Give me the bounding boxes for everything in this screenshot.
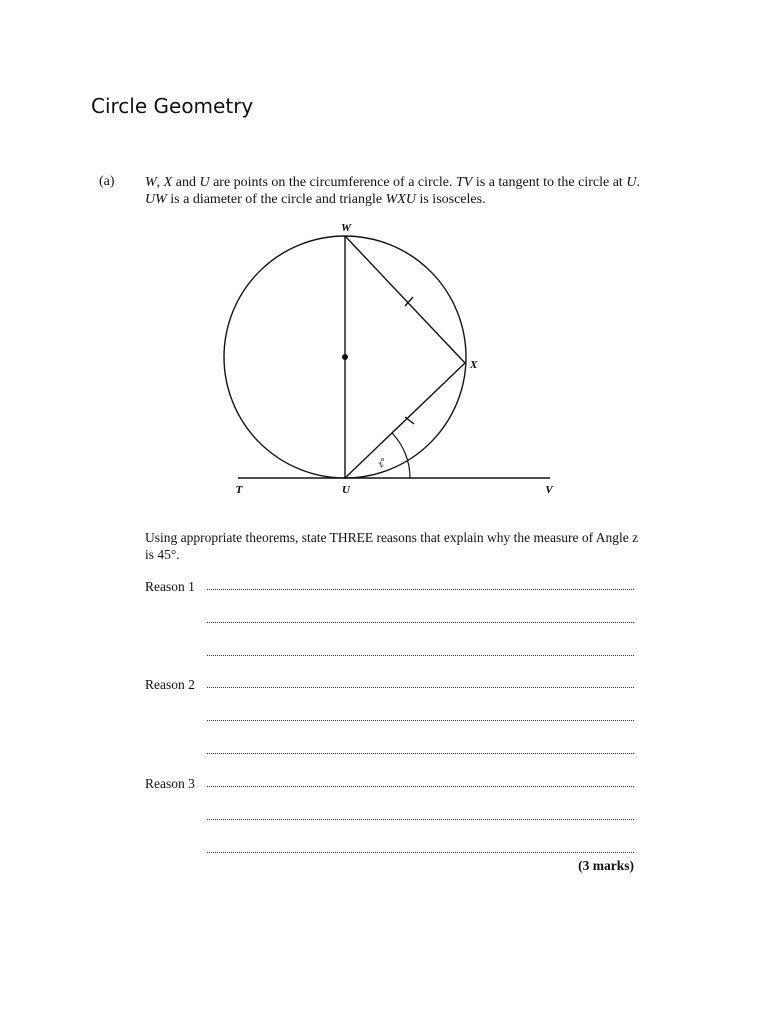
label-angle-z: z°: [375, 456, 389, 470]
answer-line-reason-1-b[interactable]: [207, 622, 634, 623]
chord-wx: [345, 236, 465, 363]
tick-mark-ux: [405, 417, 414, 424]
intro-text: are points on the circumference of a circle.: [209, 175, 457, 190]
label-v: V: [545, 484, 553, 496]
circle-centre: [342, 354, 348, 360]
answer-line-reason-1-a[interactable]: [207, 589, 634, 590]
intro-text: ,: [156, 175, 164, 190]
reason-2-label: Reason 2: [145, 677, 195, 692]
question-prompt: Using appropriate theorems, state THREE reasons that explain why the measure of Angle z is 45°.: [145, 530, 639, 562]
var-wxu: WXU: [385, 192, 416, 207]
intro-text: is a tangent to the circle at: [472, 175, 627, 190]
intro-text: .: [636, 175, 640, 190]
answer-line-reason-3-b[interactable]: [207, 819, 634, 820]
var-uw: UW: [145, 192, 167, 207]
reason-1-label: Reason 1: [145, 579, 195, 594]
marks-label: (3 marks): [578, 858, 634, 873]
answer-line-reason-3-a[interactable]: [207, 786, 634, 787]
var-w: W: [145, 175, 157, 190]
var-tv: TV: [456, 175, 473, 190]
intro-text: is a diameter of the circle and triangle: [166, 192, 386, 207]
label-x: X: [470, 359, 478, 371]
answer-line-reason-3-c[interactable]: [207, 852, 634, 853]
var-x: X: [163, 175, 173, 190]
intro-text: is isosceles.: [415, 192, 486, 207]
label-w: W: [341, 222, 351, 234]
label-t: T: [235, 484, 243, 496]
answer-line-reason-1-c[interactable]: [207, 655, 634, 656]
chord-ux: [345, 363, 465, 478]
reason-3-label: Reason 3: [145, 776, 195, 791]
answer-line-reason-2-a[interactable]: [207, 687, 634, 688]
angle-z-arc: [392, 433, 410, 478]
var-u: U: [199, 175, 210, 190]
question-part-label: (a): [99, 174, 115, 189]
answer-line-reason-2-b[interactable]: [207, 720, 634, 721]
page-title: Circle Geometry: [91, 94, 254, 118]
answer-line-reason-2-c[interactable]: [207, 753, 634, 754]
var-u: U: [626, 175, 637, 190]
label-u: U: [342, 484, 350, 496]
intro-text: and: [172, 175, 200, 190]
